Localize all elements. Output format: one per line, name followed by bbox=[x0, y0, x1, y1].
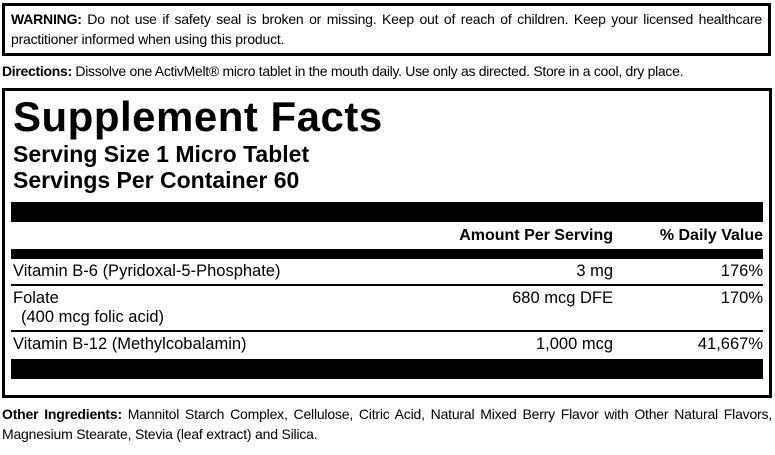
nutrient-name-text: Folate bbox=[13, 289, 59, 307]
table-row bbox=[11, 259, 763, 284]
supplement-facts-panel bbox=[2, 88, 772, 398]
nutrient-name-text: Vitamin B-6 (Pyridoxal-5-Phosphate) bbox=[13, 262, 281, 280]
nutrient-amount: 3 mg bbox=[576, 262, 613, 280]
warning-text: Do not use if safety seal is broken or missing. Keep out of reach of children. Keep your licensed healthcare practitioner informed when using this product. bbox=[11, 11, 762, 47]
nutrient-name bbox=[13, 262, 413, 281]
daily-value-column-header: % Daily Value bbox=[659, 227, 763, 244]
amount-column-header: Amount Per Serving bbox=[459, 227, 613, 244]
supplement-facts-title: Supplement Facts bbox=[13, 93, 383, 140]
directions-text: Dissolve one ActivMelt® micro tablet in the mouth daily. Use only as directed. Store in a cool, dry place. bbox=[71, 63, 684, 79]
table-row bbox=[11, 284, 763, 330]
nutrient-daily-value: 41,667% bbox=[697, 335, 763, 353]
warning-label: WARNING: bbox=[11, 11, 82, 27]
divider-bar-bottom bbox=[11, 359, 763, 379]
divider-bar-top bbox=[11, 202, 763, 222]
facts-header-row bbox=[11, 222, 763, 249]
servings-per-container: Servings Per Container 60 bbox=[13, 167, 300, 193]
serving-size: Serving Size 1 Micro Tablet bbox=[13, 141, 310, 167]
nutrient-name-text: Vitamin B-12 (Methylcobalamin) bbox=[13, 335, 247, 353]
directions-label: Directions: bbox=[2, 63, 72, 79]
other-ingredients bbox=[2, 404, 772, 444]
directions-line bbox=[2, 61, 772, 81]
nutrient-amount: 1,000 mcg bbox=[535, 335, 613, 353]
nutrient-daily-value: 170% bbox=[720, 289, 763, 307]
warning-box bbox=[2, 3, 771, 56]
nutrient-name-subtext: (400 mcg folic acid) bbox=[21, 308, 165, 326]
other-ingredients-label: Other Ingredients: bbox=[2, 406, 122, 422]
nutrient-amount: 680 mcg DFE bbox=[512, 289, 613, 307]
table-row bbox=[11, 330, 763, 357]
other-ingredients-text: Mannitol Starch Complex, Cellulose, Citric Acid, Natural Mixed Berry Flavor with Other Natural Flavors, Magnesium Stearate, Stevia (leaf extract) and Silica. bbox=[2, 406, 772, 442]
nutrient-name bbox=[13, 289, 413, 327]
nutrient-name bbox=[13, 335, 413, 354]
nutrient-daily-value: 176% bbox=[720, 262, 763, 280]
divider-bar-mid bbox=[11, 249, 763, 259]
